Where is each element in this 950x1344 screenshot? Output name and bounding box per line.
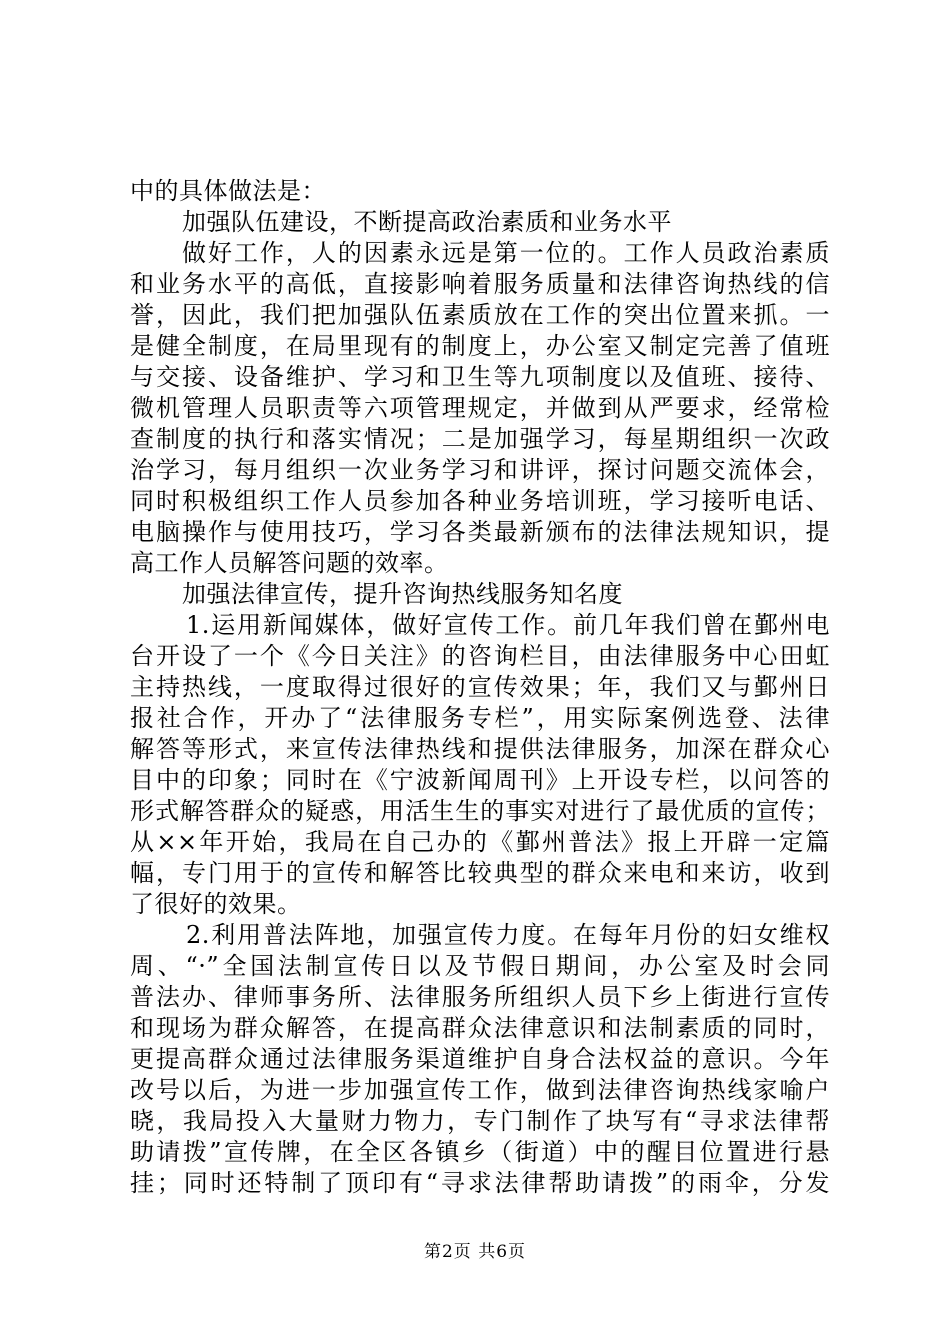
text-line: 更提高群众通过法律服务渠道维护自身合法权益的意识。今年: [130, 1045, 830, 1073]
text-line: 和现场为群众解答，在提高群众法律意识和法制素质的同时，: [130, 1014, 830, 1042]
text-line: 电脑操作与使用技巧，学习各类最新颁布的法律法规知识，提: [130, 518, 830, 546]
text-line: 中的具体做法是：: [130, 177, 326, 205]
text-line: 晓，我局投入大量财力物力，专门制作了块写有“寻求法律帮: [130, 1107, 830, 1135]
section-heading: 加强法律宣传，提升咨询热线服务知名度: [182, 580, 623, 608]
text-line: 从××年开始，我局在自己办的《鄞州普法》报上开辟一定篇: [130, 828, 830, 856]
text-line: 改号以后，为进一步加强宣传工作，做到法律咨询热线家喻户: [130, 1076, 830, 1104]
text-line: 助请拨”宣传牌，在全区各镇乡（街道）中的醒目位置进行悬: [130, 1138, 830, 1166]
text-line: 周、“·”全国法制宣传日以及节假日期间，办公室及时会同: [130, 952, 830, 980]
text-line: 查制度的执行和落实情况；二是加强学习，每星期组织一次政: [130, 425, 830, 453]
page-footer: [0, 1240, 950, 1264]
text-line: 了很好的效果。: [130, 890, 302, 918]
text-line: 治学习，每月组织一次业务学习和讲评，探讨问题交流体会，: [130, 456, 830, 484]
text-line: 主持热线，一度取得过很好的宣传效果；年，我们又与鄞州日: [130, 673, 830, 701]
text-line: 报社合作，开办了“法律服务专栏”，用实际案例选登、法律: [130, 704, 830, 732]
text-line: 同时积极组织工作人员参加各种业务培训班，学习接听电话、: [130, 487, 830, 515]
text-line: 高工作人员解答问题的效率。: [130, 549, 449, 577]
text-line: 挂；同时还特制了顶印有“寻求法律帮助请拨”的雨伞，分发: [130, 1169, 830, 1197]
page-number-label: 第2页 共6页: [423, 1242, 527, 1262]
text-line: 1.运用新闻媒体，做好宣传工作。前几年我们曾在鄞州电: [186, 611, 830, 639]
text-line: 与交接、设备维护、学习和卫生等九项制度以及值班、接待、: [130, 363, 830, 391]
text-line: 解答等形式，来宣传法律热线和提供法律服务，加深在群众心: [130, 735, 830, 763]
text-line: 和业务水平的高低，直接影响着服务质量和法律咨询热线的信: [130, 270, 830, 298]
text-line: 誉，因此，我们把加强队伍素质放在工作的突出位置来抓。一: [130, 301, 830, 329]
text-line: 2.利用普法阵地，加强宣传力度。在每年月份的妇女维权: [186, 921, 830, 949]
text-line: 幅，专门用于的宣传和解答比较典型的群众来电和来访，收到: [130, 859, 830, 887]
text-line: 做好工作，人的因素永远是第一位的。工作人员政治素质: [182, 239, 830, 267]
text-line: 微机管理人员职责等六项管理规定，并做到从严要求，经常检: [130, 394, 830, 422]
section-heading: 加强队伍建设，不断提高政治素质和业务水平: [182, 208, 672, 236]
text-line: 形式解答群众的疑惑，用活生生的事实对进行了最优质的宣传；: [130, 797, 830, 825]
text-line: 台开设了一个《今日关注》的咨询栏目，由法律服务中心田虹: [130, 642, 830, 670]
document-body: [130, 176, 830, 1199]
text-line: 是健全制度，在局里现有的制度上，办公室又制定完善了值班: [130, 332, 830, 360]
text-line: 普法办、律师事务所、法律服务所组织人员下乡上街进行宣传: [130, 983, 830, 1011]
text-line: 目中的印象；同时在《宁波新闻周刊》上开设专栏，以问答的: [130, 766, 830, 794]
